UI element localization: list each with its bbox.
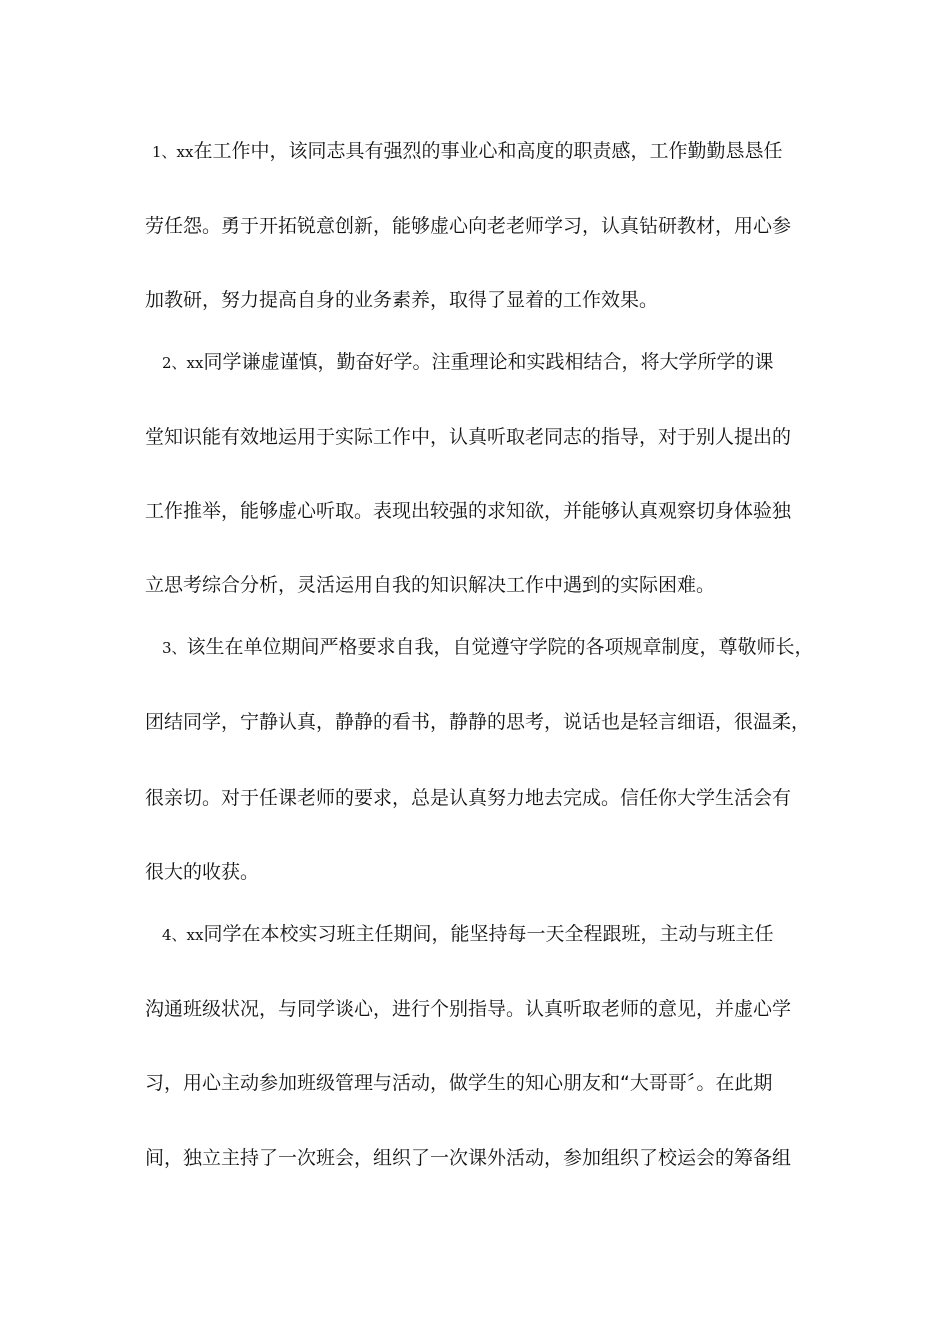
paragraph-2-line-1 — [162, 347, 842, 377]
paragraph-1-line-3: 加教研，努力提高自身的业务素养，取得了显着的工作效果。 — [145, 289, 659, 311]
paragraph-3-line-1-text: 该生在单位期间严格要求自我，自觉遵守学院的各项规章制度，尊敬师长， — [186, 636, 814, 658]
paragraph-3-line-4: 很大的收获。 — [145, 861, 260, 883]
paragraph-4-number: 4、xx — [162, 926, 204, 944]
paragraph-1-number: 1、xx — [152, 143, 194, 161]
paragraph-3-line-2: 团结同学，宁静认真，静静的看书，静静的思考，说话也是轻言细语，很温柔， — [145, 711, 811, 733]
paragraph-2-number: 2、xx — [162, 354, 204, 372]
paragraph-4-line-2: 沟通班级状况，与同学谈心，进行个别指导。认真听取老师的意见，并虚心学 — [145, 998, 792, 1020]
paragraph-3-line-1 — [162, 632, 842, 662]
paragraph-4-line-4: 间，独立主持了一次班会，组织了一次课外活动，参加组织了校运会的筹备组 — [145, 1147, 792, 1169]
paragraph-3-line-3: 很亲切。对于任课老师的要求，总是认真努力地去完成。信任你大学生活会有 — [145, 787, 792, 809]
paragraph-2-line-2: 堂知识能有效地运用于实际工作中，认真听取老同志的指导，对于别人提出的 — [145, 426, 792, 448]
paragraph-1-line-1 — [152, 136, 832, 166]
paragraph-4-line-1 — [162, 919, 842, 949]
paragraph-3-number: 3、 — [162, 639, 187, 657]
paragraph-2-line-1-text: 同学谦虚谨慎，勤奋好学。注重理论和实践相结合，将大学所学的课 — [203, 351, 774, 373]
paragraph-4-line-1-text: 同学在本校实习班主任期间，能坚持每一天全程跟班，主动与班主任 — [203, 923, 774, 945]
paragraph-1-line-2: 劳任怨。勇于开拓锐意创新，能够虚心向老老师学习，认真钻研教材，用心参 — [145, 215, 792, 237]
paragraph-4-line-3: 习，用心主动参加班级管理与活动，做学生的知心朋友和“大哥哥〞。在此期 — [145, 1072, 773, 1094]
paragraph-2-line-3: 工作推举，能够虚心听取。表现出较强的求知欲，并能够认真观察切身体验独 — [145, 500, 792, 522]
paragraph-1-line-1-text: 在工作中，该同志具有强烈的事业心和高度的职责感，工作勤勤恳恳任 — [193, 140, 783, 162]
paragraph-2-line-4: 立思考综合分析，灵活运用自我的知识解决工作中遇到的实际困难。 — [145, 574, 716, 596]
